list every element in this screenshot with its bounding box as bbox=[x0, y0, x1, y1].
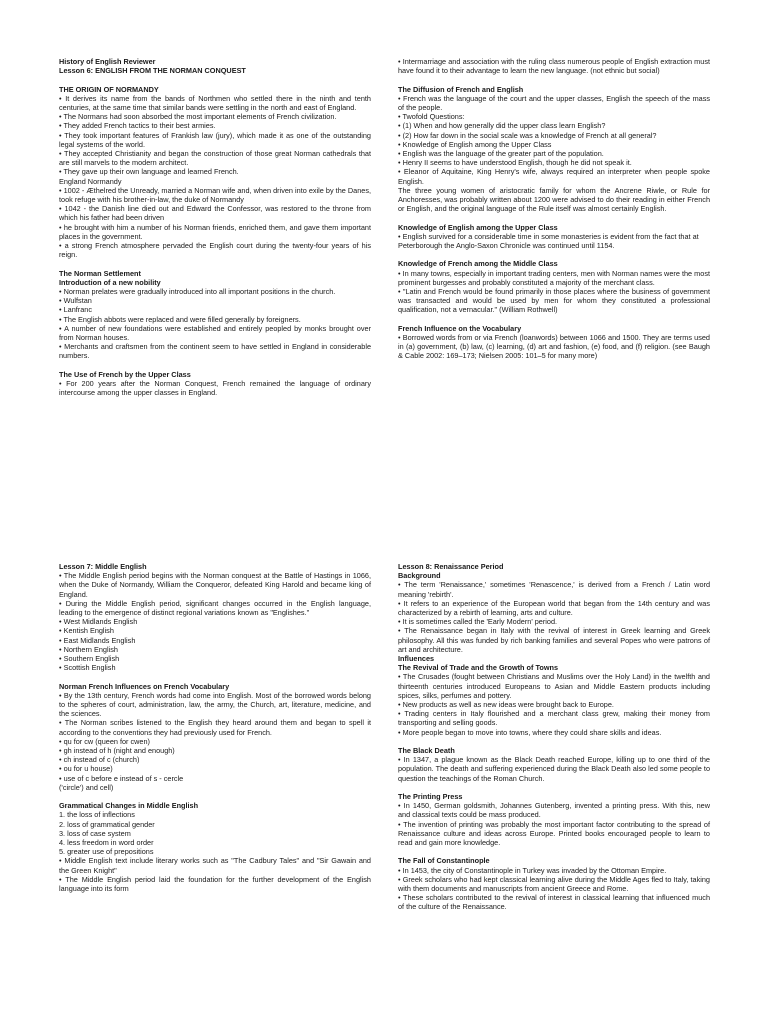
text-line: • English survived for a considerable time in some monasteries is evident from the fact that at bbox=[398, 231, 699, 241]
section-heading: History of English Reviewer bbox=[59, 57, 156, 66]
text-line: 1. the loss of inflections bbox=[59, 810, 135, 820]
text-line: Peterborough the Anglo-Saxon Chronicle was continued until 1154. bbox=[398, 241, 615, 251]
text-line: England Normandy bbox=[59, 176, 122, 186]
text-line: • English was the language of the greater part of the population. bbox=[398, 149, 604, 159]
section-heading: Background bbox=[398, 571, 441, 581]
text-line: • In 1450, German goldsmith, Johannes Gutenberg, invented a printing press. With this, new and classical texts could be mass produced. bbox=[398, 801, 710, 820]
text-line: • By the 13th century, French words had come into English. Most of the borrowed words belong to the spheres of court, administration, law, the army, the Church, art, literature, medicine, and the sciences. bbox=[59, 690, 371, 719]
text-line: • In 1347, a plague known as the Black Death reached Europe, killing up to one third of the population. The death and suffering experienced during the Black Death also led some people to question the teachings of the Roman Church. bbox=[398, 755, 710, 783]
text-line: • Norman prelates were gradually introduced into all important positions in the church. bbox=[59, 287, 336, 297]
section-heading: Norman French Influences on French Vocabulary bbox=[59, 681, 230, 691]
text-line: • More people began to move into towns, where they could share skills and ideas. bbox=[398, 727, 662, 737]
text-line: • They took important features of Frankish law (jury), which made it as one of the outstanding legal systems of the world. bbox=[59, 130, 371, 149]
text-line: • The English abbots were replaced and were filled generally by foreigners. bbox=[59, 314, 301, 324]
text-line: • The Middle English period begins with the Norman conquest at the Battle of Hastings in 1066, when the Duke of Normandy, William the Conqueror, defeated King Harold and became king of England. bbox=[59, 571, 371, 599]
text-line: • In 1453, the city of Constantinople in Turkey was invaded by the Ottoman Empire. bbox=[398, 865, 667, 875]
text-line: • The invention of printing was probably the most important factor contributing to the spread of Renaissance culture and ideas across Europe. Printed books encouraged people to learn to read and gain more knowledge. bbox=[398, 819, 710, 848]
text-line: • he brought with him a number of his Norman friends, enriched them, and gave them important places in the government. bbox=[59, 222, 371, 241]
text-line: • It derives its name from the bands of Northmen who settled there in the ninth and tenth centuries, at the same time that similar bands were settling in the north and east of England. bbox=[59, 93, 371, 112]
text-line: • The Middle English period laid the foundation for the further development of the English language into its form bbox=[59, 874, 371, 894]
text-line: • French was the language of the court and the upper classes, English the speech of the mass of the people. bbox=[398, 93, 710, 112]
section-heading: Knowledge of French among the Middle Class bbox=[398, 259, 558, 269]
text-line: • Wulfstan bbox=[59, 296, 92, 306]
section-heading: Lesson 7: Middle English bbox=[59, 562, 147, 571]
text-line: • Northern English bbox=[59, 644, 118, 654]
text-line: • Middle English text include literary works such as "The Cadbury Tales" and "Sir Gawain and the Green Knight" bbox=[59, 856, 371, 875]
text-line: • It is sometimes called the 'Early Modern' period. bbox=[398, 617, 558, 627]
text-line: 2. loss of grammatical gender bbox=[59, 819, 155, 829]
section-heading: The Printing Press bbox=[398, 792, 463, 802]
text-line: 5. greater use of prepositions bbox=[59, 847, 154, 857]
text-line: • These scholars contributed to the revival of interest in classical learning that influenced much of the culture of the Renaissance. bbox=[398, 893, 710, 912]
section-heading: The Use of French by the Upper Class bbox=[59, 369, 191, 379]
text-line: • The Crusades (fought between Christians and Muslims over the Holy Land) in the twelfth and thirteenth centuries introduced Europeans to Asian and Middle Eastern products including spices, silks, perfumes and pottery. bbox=[398, 672, 710, 700]
text-line: • Greek scholars who had kept classical learning alive during the Middle Ages fled to Italy, taking with them documents and manuscripts from ancient Greece and Rome. bbox=[398, 874, 710, 894]
text-line: • Trading centers in Italy flourished and a merchant class grew, making their money from transporting and selling goods. bbox=[398, 709, 710, 728]
text-line: • The Normans had soon absorbed the most important elements of French civilization. bbox=[59, 112, 337, 122]
text-line: • The Renaissance began in Italy with the revival of interest in Greek learning and Greek philosophy. All this was funded by rich banking families and several Popes who were patrons of art and architecture. bbox=[398, 626, 710, 654]
text-line: • 1042 - the Danish line died out and Edward the Confessor, was restored to the throne from which his father had been driven bbox=[59, 204, 371, 223]
text-line: • gh instead of h (night and enough) bbox=[59, 746, 175, 756]
text-line: ('circle') and cell) bbox=[59, 782, 114, 792]
section-heading: Lesson 6: ENGLISH FROM THE NORMAN CONQUEST bbox=[59, 66, 246, 76]
section-heading: The Fall of Constantinople bbox=[398, 856, 490, 866]
text-line: • Intermarriage and association with the ruling class numerous people of English extraction must have found it to their advantage to learn the new language. (not ethnic but social) bbox=[398, 57, 710, 76]
text-line: • (2) How far down in the social scale was a knowledge of French at all general? bbox=[398, 130, 657, 140]
section-heading: Lesson 8: Renaissance Period bbox=[398, 562, 504, 571]
text-line: • Twofold Questions: bbox=[398, 112, 465, 122]
text-line: • Knowledge of English among the Upper Class bbox=[398, 139, 552, 149]
text-line: • In many towns, especially in important trading centers, men with Norman names were the most prominent burgesses and probably constituted a majority of the merchant class. bbox=[398, 268, 710, 287]
column-lesson-8 bbox=[398, 562, 710, 912]
text-line: • West Midlands English bbox=[59, 617, 138, 627]
text-line: • ch instead of c (church) bbox=[59, 755, 140, 765]
text-line: • qu for cw (queen for cwen) bbox=[59, 736, 150, 746]
section-heading: The Black Death bbox=[398, 746, 455, 756]
text-line: • ou for u house) bbox=[59, 764, 113, 774]
section-heading: Introduction of a new nobility bbox=[59, 277, 161, 287]
text-line: • Henry II seems to have understood English, though he did not speak it. bbox=[398, 158, 632, 168]
section-heading: French Influence on the Vocabulary bbox=[398, 323, 522, 333]
text-line: • New products as well as new ideas were brought back to Europe. bbox=[398, 700, 614, 710]
text-line: 3. loss of case system bbox=[59, 828, 131, 838]
section-heading: Grammatical Changes in Middle English bbox=[59, 801, 199, 811]
text-line: The three young women of aristocratic family for whom the Ancrene Riwle, or Rule for Anchoresses, was probably written about 1200 were advised to do their reading in either French or English, and the original language of the Rule itself was almost certainly English. bbox=[398, 185, 710, 214]
text-line: • East Midlands English bbox=[59, 635, 136, 645]
column-lesson-6-part-1 bbox=[59, 57, 371, 397]
section-heading: Knowledge of English among the Upper Class bbox=[398, 222, 558, 232]
text-line: • a strong French atmosphere pervaded the English court during the twenty-four years of his reign. bbox=[59, 241, 371, 260]
text-line: • Lanfranc bbox=[59, 305, 92, 315]
section-heading: THE ORIGIN OF NORMANDY bbox=[59, 84, 159, 94]
text-line: • For 200 years after the Norman Conquest, French remained the language of ordinary intercourse among the upper classes in England. bbox=[59, 379, 371, 398]
section-heading: The Revival of Trade and the Growth of Towns bbox=[398, 663, 559, 673]
text-line: • The term 'Renaissance,' sometimes 'Renascence,' is derived from a French / Latin word meaning 'rebirth'. bbox=[398, 580, 710, 599]
text-line: • Borrowed words from or via French (loanwords) between 1066 and 1500. They are terms used in (a) government, (b) law, (c) learning, (d) art and fashion, (e) food, and (f) religion. (see Baugh & Cable 2002: 169–173; Nielsen 2005: 101–5 for many more) bbox=[398, 333, 710, 361]
text-line: • use of c before e instead of s - cercle bbox=[59, 773, 184, 783]
text-line: • It refers to an experience of the European world that began from the 14th century and was characterized by a rebirth of learning, arts and culture. bbox=[398, 598, 710, 618]
text-line: • (1) When and how generally did the upper class learn English? bbox=[398, 121, 606, 131]
section-heading: The Diffusion of French and English bbox=[398, 84, 524, 94]
column-lesson-7 bbox=[59, 562, 371, 893]
text-line: • They accepted Christianity and began the construction of those great Norman cathedrals that are still marvels to the modern architect. bbox=[59, 149, 371, 168]
text-line: 4. less freedom in word order bbox=[59, 838, 154, 848]
text-line: • They added French tactics to their best armies. bbox=[59, 121, 216, 131]
text-line: • They gave up their own language and learned French. bbox=[59, 167, 239, 177]
text-line: • Scottish English bbox=[59, 663, 116, 673]
text-line: • A number of new foundations were established and entirely peopled by monks brought over from Norman houses. bbox=[59, 323, 371, 343]
text-line: • Merchants and craftsmen from the continent seem to have settled in England in considerable numbers. bbox=[59, 342, 371, 361]
section-heading: Influences bbox=[398, 654, 435, 664]
text-line: • During the Middle English period, significant changes occurred in the English language, leading to the emergence of distinct regional variations known as "Englishes." bbox=[59, 598, 371, 618]
text-line: • The Norman scribes listened to the English they heard around them and began to spell it according to the conventions they had previously used for French. bbox=[59, 718, 371, 737]
text-line: • "Latin and French would be found primarily in those places where the business of government was transacted and would be used by men for whom they constituted a professional qualification, not a vernacular." (William Rothwell) bbox=[398, 287, 710, 315]
text-line: • 1002 - Æthelred the Unready, married a Norman wife and, when driven into exile by the Danes, took refuge with his brother-in-law, the duke of Normandy bbox=[59, 185, 371, 205]
column-lesson-6-part-2 bbox=[398, 57, 710, 361]
text-line: • Eleanor of Aquitaine, King Henry's wife, always required an interpreter when people spoke English. bbox=[398, 167, 710, 186]
text-line: • Southern English bbox=[59, 654, 120, 664]
text-line: • Kentish English bbox=[59, 626, 114, 636]
section-heading: The Norman Settlement bbox=[59, 268, 141, 278]
